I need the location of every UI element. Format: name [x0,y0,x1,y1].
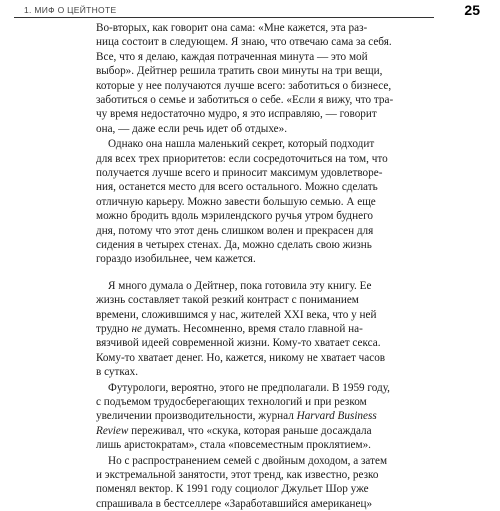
chapter-label: 1. МИФ О ЦЕЙТНОТЕ [24,5,117,15]
text-line: сидения в четырех стенах. Да, можно сделать свою жизнь [96,239,372,251]
text-line: Кому-то хватает денег. Но, кажется, никому не хватает часов [96,351,386,364]
header-rule [14,17,434,18]
text-line: с подъемом трудосберегающих технологий и при резком [96,396,367,408]
page-number: 25 [464,2,480,18]
text-line: поменял вектор. К 1991 году социолог Джульет Шор уже [96,483,369,496]
text-line: ния, останется место для всего остального. Можно сделать [96,181,378,194]
text-line: получается лучше всего и приносит максимум удовлетворе- [96,167,383,179]
text-line: которые у нее получаются лучше всего: заботиться о бизнесе, [96,79,392,92]
text-line: она, — даже если речь идет об отдыхе». [96,122,287,135]
text-line: Но с распространением семей с двойным доходом, а затем [108,454,388,467]
text-line: вязчивой идеей современной жизни. Кому-то хватает секса. [96,337,381,350]
text-line: гораздо изобильнее, чем кажется. [96,253,256,266]
text-line: в сутках. [96,366,139,379]
text-line: Я много думала о Дейтнер, пока готовила эту книгу. Ее [108,279,372,292]
text-line: лишь аристократам», стала «повсеместным проклятием». [96,439,371,452]
text-line: ница состоит в следующем. Я знаю, что отвечаю сама за себя. [96,36,392,49]
text-line: и экстремальной занятости, этот тренд, как известно, резко [96,469,379,481]
text-line: трудно не думать. Несомненно, время стало главной на- [96,323,363,335]
text-line: спрашивала в бестселлере «Заработавшийся американец» [96,497,373,510]
text-line: выбор». Дейтнер решила тратить свои минуты на три вещи, [96,65,383,78]
text-line: жизнь составляет такой резкий контраст с пониманием [96,294,359,307]
text-line: можно бродить вдоль мэрилендского ручья утром буднего [96,210,373,223]
text-line: Футурологи, вероятно, этого не предполагали. В 1959 году, [108,381,390,394]
text-line: дня, потому что этот день слишком волен и прекрасен для [96,224,374,237]
text-line: чу время недостаточно мудро, я это исправляю, — говорит [96,108,377,121]
text-line: Однако она нашла маленький секрет, который подходит [108,138,375,151]
text-line: увеличении производительности, журнал Harvard Business [96,410,377,423]
text-line: заботиться о семье и заботиться о себе. «Если я вижу, что тра- [96,94,394,106]
text-line: для всех трех приоритетов: если сосредоточиться на том, что [96,152,388,165]
text-line: отличную карьеру. Можно завести большую семью. А еще [96,195,376,208]
text-line: Все, что я делаю, каждая потраченная минута — это мой [96,50,368,63]
text-line: Во-вторых, как говорит она сама: «Мне кажется, эта раз- [96,22,368,34]
text-line: времени, сложившимся у нас, жителей XXI века, что у ней [96,308,377,321]
text-line: Review переживал, что «скука, которая раньше досаждала [96,424,372,437]
